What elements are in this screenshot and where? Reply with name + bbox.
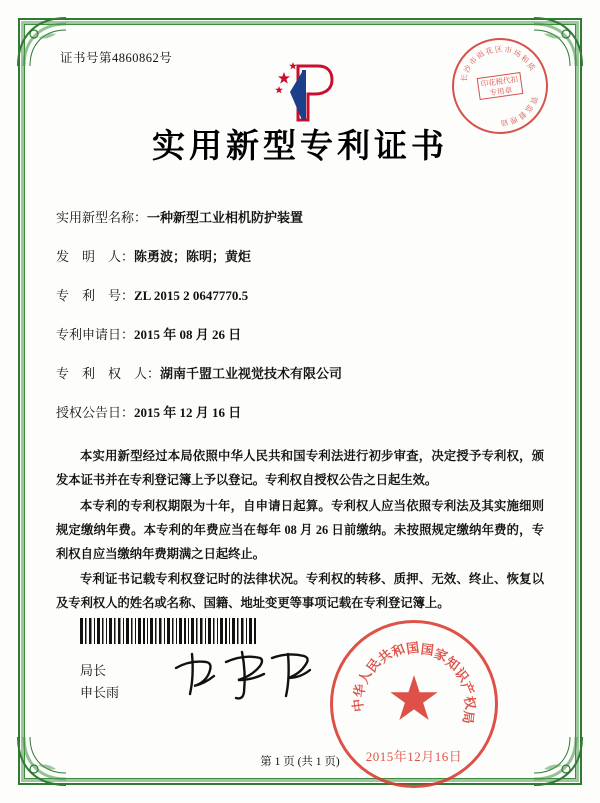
page-title: 实用新型专利证书 <box>152 129 448 165</box>
field-label: 授权公告日： <box>56 404 135 420</box>
page-footer: 第 1 页 (共 1 页) <box>260 756 340 768</box>
seal-date: 2015年12月16日 <box>365 749 463 764</box>
field-row-name <box>56 211 544 226</box>
field-row-grant-date <box>56 406 544 421</box>
field-value: 2015 年 12 月 16 日 <box>134 404 242 420</box>
five-star-emblem-icon <box>385 669 443 727</box>
field-value: ZL 2015 2 0647770.5 <box>134 287 249 303</box>
stamp-center-text: 印花税代扣专用章 <box>477 72 524 100</box>
field-value: 湖南千盟工业视觉技术有限公司 <box>160 365 343 381</box>
field-value: 陈勇波；陈明；黄炬 <box>134 248 252 264</box>
barcode-icon <box>80 618 258 644</box>
certificate-content <box>56 48 544 618</box>
official-seal: 中 华 人 民 共 和 国 国 家 知 识 产 权 局 2015年12月16日 <box>330 620 498 788</box>
field-label: 专 利 权 人： <box>56 365 161 381</box>
paragraph: 专利证书记载专利权登记时的法律状况。专利权的转移、质押、无效、终止、恢复以及专利权人的姓名或名称、国籍、地址变更等事项记载在专利登记簿上。 <box>56 572 544 611</box>
body-text <box>56 445 544 617</box>
handwritten-signature-icon <box>168 648 318 704</box>
field-row-application-date <box>56 328 544 343</box>
field-label: 专 利 号： <box>56 287 135 303</box>
field-label: 实用新型名称： <box>56 210 148 225</box>
field-label: 发 明 人： <box>56 248 135 264</box>
paragraph: 本专利的专利权期限为十年，自申请日起算。专利权人应当依照专利法及其实施细则规定缴纳年费。本专利的年费应当在每年 08 月 26 日前缴纳。未按照规定缴纳年费的，专利权自应当缴纳年费期满之日起终止。 <box>56 498 544 561</box>
paragraph: 本实用新型经过本局依照中华人民共和国专利法进行初步审查，决定授予专利权，颁发本证书并在专利登记簿上予以登记。专利权自授权公告之日起生效。 <box>56 448 544 487</box>
field-label: 专利申请日： <box>56 326 135 342</box>
field-value: 一种新型工业相机防护装置 <box>147 210 304 225</box>
director-name-label: 申长雨 <box>80 685 120 700</box>
field-row-inventor <box>56 250 544 265</box>
field-row-patent-no <box>56 289 544 304</box>
director-title-label: 局长 <box>80 663 107 678</box>
stamp-ring-text: 长 沙 市 雨 花 区 市 场 和 质 管 监 督 理 局 <box>459 44 540 128</box>
field-value: 2015 年 08 月 26 日 <box>134 326 242 342</box>
signature-block <box>80 660 119 704</box>
certificate-number: 证书号第4860862号 <box>60 51 173 65</box>
field-list <box>56 211 544 421</box>
field-row-patentee <box>56 367 544 382</box>
